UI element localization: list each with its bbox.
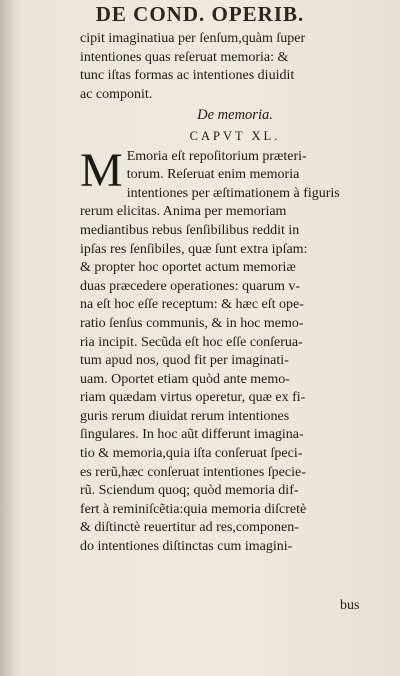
text-line: cipit imaginatiua per ſenſum,quàm ſuper	[80, 31, 306, 46]
spine-shadow	[0, 0, 18, 676]
text-line: Emoria eſt repoſitorium præteri-	[126, 148, 307, 164]
text-line: tum apud nos, quod fit per imaginati-	[80, 353, 289, 369]
text-line: & propter hoc oportet actum memoriæ	[80, 260, 296, 276]
section-title: De memoria.	[197, 107, 273, 124]
text-line: ſingulares. In hoc aũt differunt imagina-	[80, 427, 304, 443]
catchword: bus	[340, 598, 360, 613]
text-line: ratio ſenſus communis, & in hoc memo-	[80, 315, 304, 331]
running-head: DE COND. OPERIB.	[95, 2, 305, 26]
text-block	[80, 30, 390, 557]
text-line: es rerũ,hæc conſeruat intentiones ſpecie-	[80, 464, 306, 480]
text-line: intentiones per æſtimationem à figuris	[126, 185, 340, 201]
drop-cap: M	[80, 143, 123, 197]
text-line: duas præcedere operationes: quarum v-	[80, 278, 301, 294]
text-line: ac componit.	[80, 86, 153, 102]
paragraph	[80, 143, 390, 557]
text-line: na eſt hoc eſſe receptum: & hæc eſt ope-	[80, 297, 304, 313]
text-line: intentiones quas reſeruat memoria: &	[80, 49, 289, 65]
text-line: tio & memoria,quia iſta conſeruat ſpeci-	[80, 446, 303, 462]
text-line: rerum elicitas. Anima per memoriam	[80, 204, 287, 220]
chapter-label: CAPVT XL.	[189, 128, 281, 143]
text-line: do intentiones diſtinctas cum imagini-	[80, 539, 293, 555]
text-line: riam quædam virtus operetur, quæ ex fi-	[80, 390, 306, 406]
text-line: ipſas res ſenſibiles, quæ ſunt extra ipſam:	[80, 241, 308, 257]
text-line: ria incipit. Secũda eſt hoc eſſe conſerua-	[80, 334, 303, 350]
text-line: torum. Reſeruat enim memoria	[126, 167, 300, 183]
text-line: uam. Oportet etiam quòd ante memo-	[80, 371, 290, 387]
text-line: tunc iſtas formas ac intentiones diuidit	[80, 68, 295, 84]
text-line: & diſtinctè reuertitur ad res,componen-	[80, 520, 299, 536]
text-line: guris rerum diuidat rerum intentiones	[80, 408, 290, 424]
text-line: rũ. Sciendum quoq; quòd memoria dif-	[80, 483, 299, 499]
text-line: fert à reminiſcẽtia:quia memoria diſcretè	[80, 501, 307, 517]
text-line: mediantibus rebus ſenſibilibus reddit in	[80, 222, 300, 238]
